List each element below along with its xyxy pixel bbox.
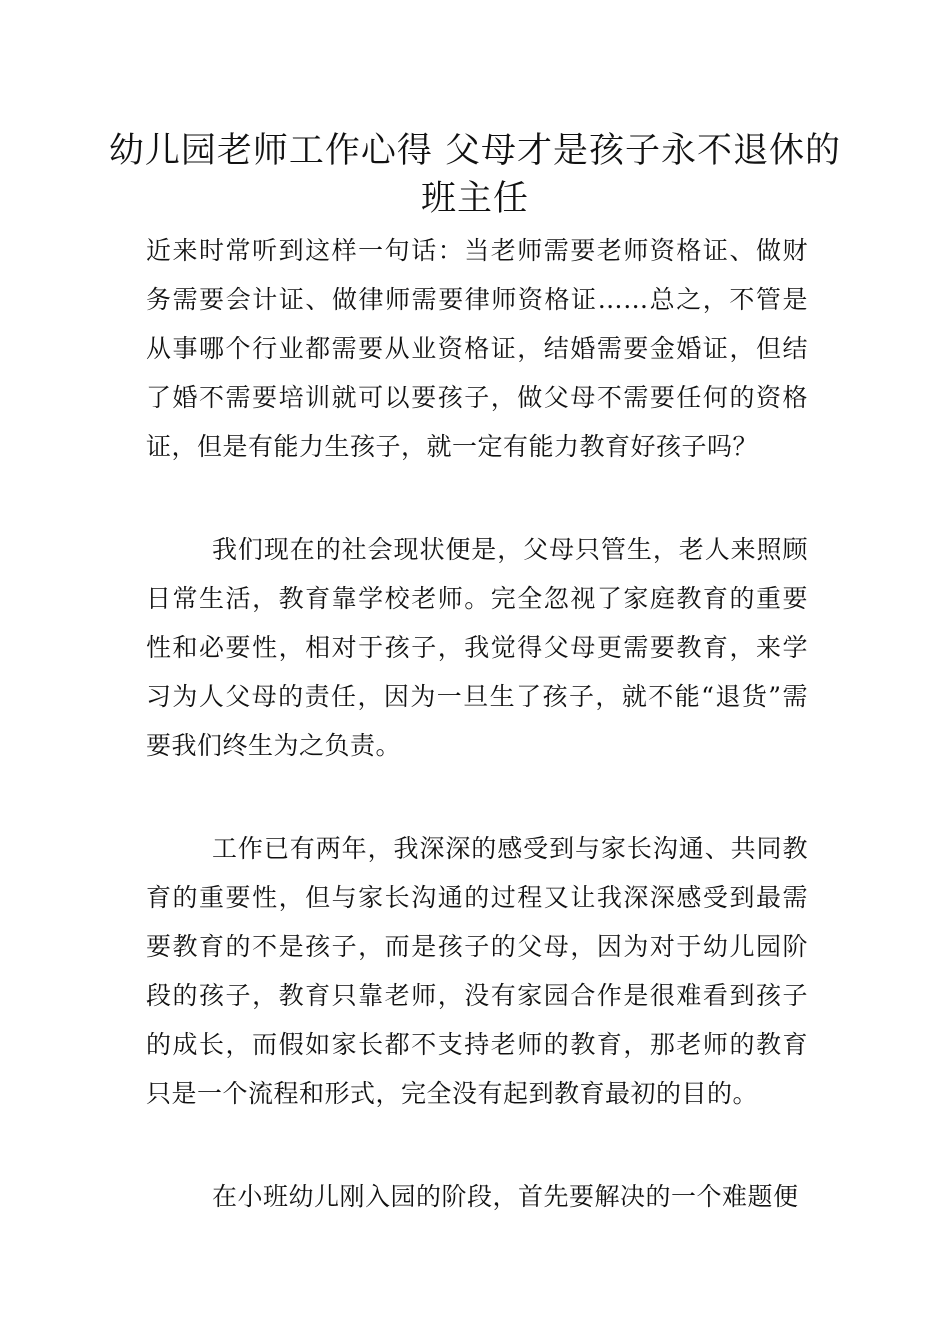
paragraph-3: 工作已有两年，我深深的感受到与家长沟通、共同教育的重要性，但与家长沟通的过程又让我深深感受到最需要教育的不是孩子，而是孩子的父母，因为对于幼儿园阶段的孩子，教育只靠老师，没有家园合作是很难看到孩子的成长，而假如家长都不支持老师的教育，那老师的教育只是一个流程和形式，完全没有起到教育最初的目的。 [146,834,808,1108]
document-title: 幼儿园老师工作心得 父母才是孩子永不退休的班主任 [108,131,842,219]
paragraph-1: 近来时常听到这样一句话：当老师需要老师资格证、做财务需要会计证、做律师需要律师资格证……总之，不管是从事哪个行业都需要从业资格证，结婚需要金婚证，但结了婚不需要培训就可以要孩子，做父母不需要任何的资格证，但是有能力生孩子，就一定有能力教育好孩子吗？ [146,236,808,461]
paragraph-4: 在小班幼儿刚入园的阶段，首先要解决的一个难题便 [212,1182,799,1211]
paragraph-2: 我们现在的社会现状便是，父母只管生，老人来照顾日常生活，教育靠学校老师。完全忽视了家庭教育的重要性和必要性，相对于孩子，我觉得父母更需要教育，来学习为人父母的责任，因为一旦生了孩子，就不能“退货”需要我们终生为之负责。 [146,535,808,760]
